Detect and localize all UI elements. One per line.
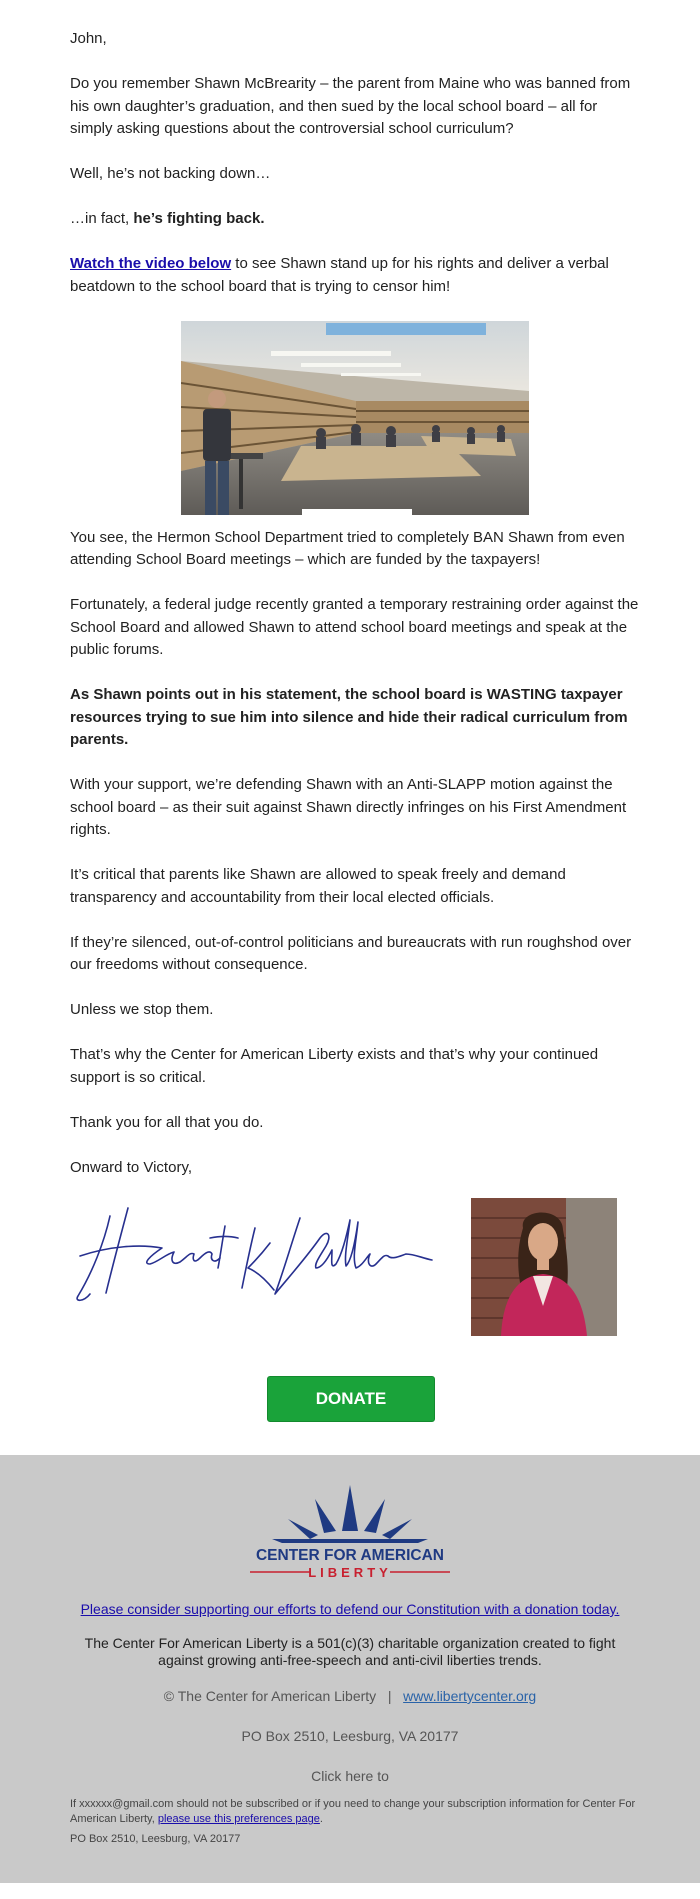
footer	[0, 1455, 700, 1883]
center-for-american-liberty-logo[interactable]	[230, 1477, 470, 1583]
subscription-notice	[70, 1797, 640, 1827]
paragraph-why: That’s why the Center for American Liberty exists and that’s why your continued support is so critical.	[70, 1046, 599, 1086]
subscription-notice-end: .	[319, 1813, 323, 1825]
paragraph-anti-slapp: With your support, we’re defending Shawn with an Anti-SLAPP motion against the school board – as their suit against Shawn directly infringes on his First Amendment rights.	[70, 776, 627, 838]
watch-video-rest: to see Shawn stand up for his rights and deliver a verbal beatdown to the school board that is trying to censor him!	[70, 255, 609, 295]
fighting-back-bold: he’s fighting back.	[133, 210, 265, 227]
mission-statement: The Center For American Liberty is a 501(c)(3) charitable organization created to fight against growing anti-free-speech and anti-civil liberties trends.	[84, 1635, 616, 1668]
support-donation-link[interactable]: Please consider supporting our efforts to defend our Constitution with a donation today.	[80, 1601, 620, 1617]
mailing-address-small: PO Box 2510, Leesburg, VA 20177	[70, 1833, 241, 1845]
logo-line-2: LIBERTY	[308, 1565, 392, 1580]
paragraph-silenced: If they’re silenced, out-of-control politicians and bureaucrats with run roughshod over our freedoms without consequence.	[70, 933, 632, 973]
paragraph-federal-judge: Fortunately, a federal judge recently granted a temporary restraining order against the School Board and allowed Shawn to attend school board meetings and speak at the public forums.	[70, 596, 639, 658]
watch-video-link[interactable]: Watch the video below	[70, 255, 232, 272]
preferences-page-link[interactable]: please use this preferences page	[157, 1813, 320, 1825]
video-thumbnail-wrap	[70, 321, 640, 515]
paragraph-fighting-back	[70, 208, 640, 231]
click-here-link[interactable]: Click here to	[311, 1768, 389, 1784]
video-thumbnail[interactable]	[181, 321, 529, 515]
paragraph-wasting	[70, 684, 640, 752]
signature	[70, 1198, 440, 1318]
paragraph-ban: You see, the Hermon School Department tried to completely BAN Shawn from even attending School Board meetings – which are funded by the taxpayers!	[70, 528, 625, 568]
paragraph-critical: It’s critical that parents like Shawn are allowed to speak freely and demand transparency and accountability from their local elected officials.	[70, 866, 566, 906]
closing: Onward to Victory,	[70, 1158, 192, 1176]
fighting-back-prefix: …in fact,	[70, 210, 134, 227]
wasting-bold: As Shawn points out in his statement, the school board is WASTING taxpayer resources trying to sue him into silence and hide their radical curriculum from parents.	[70, 686, 628, 748]
paragraph-intro: Do you remember Shawn McBrearity – the parent from Maine who was banned from his own daughter’s graduation, and then sued by the local school board – all for simply asking questions about the controversial school curriculum?	[70, 75, 631, 137]
letter-text	[70, 28, 640, 1202]
signature-row	[70, 1198, 620, 1338]
copyright-separator: |	[387, 1688, 392, 1704]
paragraph-not-backing-down: Well, he’s not backing down…	[70, 165, 271, 182]
logo-line-1: CENTER FOR AMERICAN	[255, 1547, 445, 1564]
website-link[interactable]: www.libertycenter.org	[403, 1688, 537, 1704]
paragraph-stop-them: Unless we stop them.	[70, 1001, 214, 1018]
donate-button[interactable]: DONATE	[267, 1376, 435, 1422]
copyright-line	[0, 1688, 700, 1704]
mailing-address: PO Box 2510, Leesburg, VA 20177	[241, 1728, 459, 1744]
paragraph-thank-you: Thank you for all that you do.	[70, 1113, 264, 1131]
greeting: John,	[70, 30, 107, 47]
headshot-photo	[471, 1198, 617, 1336]
copyright-text: © The Center for American Liberty	[163, 1688, 377, 1704]
subscription-notice-text: If xxxxxx@gmail.com should not be subscribed or if you need to change your subscription information for Center For American Liberty,	[70, 1798, 636, 1825]
paragraph-watch-video	[70, 253, 640, 298]
